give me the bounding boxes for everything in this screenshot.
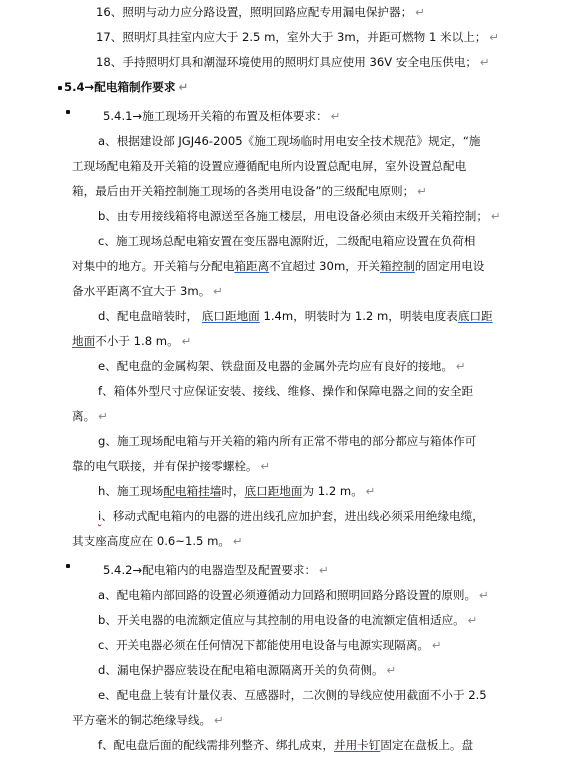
subsection-title-5-4-1: 5.4.1→施工现场开关箱的布置及柜体要求： ↵ [103,109,341,123]
paragraph-mark: ↵ [415,5,425,19]
list-bullet [58,86,62,90]
para-c-line2: 对集中的地方。开关箱与分配电箱距离不宜超过 30m，开关箱控制的固定用电设 [72,259,485,273]
paragraph-mark: ↵ [330,109,341,123]
paragraph-mark: ↵ [181,334,192,348]
req-b: b、开关电器的电流额定值应与其控制的用电设备的电流额定值相适应。 ↵ [98,613,478,627]
paragraph-mark: ↵ [233,534,243,548]
section-heading: 5.4→配电箱制作要求 ↵ [64,80,189,94]
underlined-term: 箱距离 [234,259,270,273]
subsection-title-5-4-2: 5.4.2→配电箱内的电器造型及配置要求： ↵ [103,563,329,577]
paragraph-mark: ↵ [480,55,490,69]
paragraph-mark: ↵ [260,459,271,473]
para-g-line1: g、施工现场配电箱与开关箱的箱内所有正常不带电的部分都应与箱体作可 [98,434,477,448]
paragraph-mark: ↵ [98,409,108,423]
para-d-line2: 地面不小于 1.8 m。 ↵ [72,334,192,348]
para-e: e、配电盘的金属构架、铁盘面及电器的金属外壳均应有良好的接地。 ↵ [98,359,466,373]
para-a-line3: 箱，最后由开关箱控制施工现场的各类用电设备”的三级配电原则； ↵ [72,184,427,198]
para-g-line2: 靠的电气联接，并有保护接零螺栓。 ↵ [72,459,271,473]
para-c-line1: c、施工现场总配电箱安置在变压器电源附近，二级配电箱应设置在负荷相 [98,234,476,248]
underlined-term: 箱控制 [380,259,415,273]
underlined-term: 底口距 [457,309,493,323]
para-f-line1: f、箱体外型尺寸应保证安装、接线、维修、操作和保障电器之间的安全距 [98,384,474,398]
spellcheck-flag: i [98,509,102,523]
req-a: a、配电箱内部回路的设置必须遵循动力回路和照明回路分路设置的原则。 ↵ [98,588,489,602]
paragraph-mark: ↵ [214,713,224,727]
underlined-term: 并用卡钉 [333,738,381,752]
req-f-line1: f、配电盘后面的配线需排列整齐、绑扎成束，并用卡钉固定在盘板上。盘 [98,738,474,752]
paragraph-mark: ↵ [467,613,478,627]
paragraph-mark: ↵ [213,284,224,298]
paragraph-mark: ↵ [479,588,489,602]
req-c: c、开关电器必须在任何情况下都能使用电设备与电源实现隔离。 ↵ [98,638,442,652]
para-c-line3: 备水平距离不宜大于 3m。 ↵ [72,284,224,298]
paragraph-mark: ↵ [489,30,500,44]
underlined-term: 配电箱挂墙 [163,484,222,498]
para-i-line2: 其支座高度应在 0.6~1.5 m。 ↵ [72,534,243,548]
underlined-term: 底口距地面 [201,309,260,323]
paragraph-mark: ↵ [432,638,442,652]
req-d: d、漏电保护器应装设在配电箱电源隔离开关的负荷侧。 ↵ [98,663,397,677]
paragraph-mark: ↵ [417,184,427,198]
paragraph-mark: ↵ [319,563,329,577]
paragraph-mark: ↵ [365,484,376,498]
paragraph-mark: ↵ [455,359,466,373]
item-16: 16、照明与动力应分路设置，照明回路应配专用漏电保护器； ↵ [96,5,425,19]
item-17: 17、照明灯具挂室内应大于 2.5 m，室外大于 3m，并距可燃物 1 米以上； ↵ [96,30,500,44]
req-e-line2: 平方毫米的铜芯绝缘导线。 ↵ [72,713,224,727]
para-a-line1: a、根据建设部 JGJ46-2005《施工现场临时用电安全技术规范》规定，“施 [98,134,481,148]
underlined-term: 地面 [72,334,96,348]
list-bullet [66,564,70,568]
para-a-line2: 工现场配电箱及开关箱的设置应遵循配电所内设置总配电屏，室外设置总配电 [72,159,467,173]
item-18: 18、手持照明灯具和潮湿环境使用的照明灯具应使用 36V 安全电压供电； ↵ [96,55,490,69]
para-d-line1: d、配电盘暗装时， 底口距地面 1.4m，明装时为 1.2 m，明装电度表底口距 [98,309,493,323]
paragraph-mark: ↵ [386,663,397,677]
req-e-line1: e、配电盘上装有计量仪表、互感器时，二次侧的导线应使用截面不小于 2.5 [98,688,487,702]
para-i-line1: i、移动式配电箱内的电器的进出线孔应加护套，进出线必须采用绝缘电缆， [98,509,484,523]
paragraph-mark: ↵ [178,80,189,94]
paragraph-mark: ↵ [490,209,501,223]
para-b: b、由专用接线箱将电源送至各施工楼层，用电设备必须由末级开关箱控制； ↵ [98,209,501,223]
list-bullet [66,110,70,114]
para-h: h、施工现场配电箱挂墙时，底口距地面为 1.2 m。 ↵ [98,484,376,498]
para-f-line2: 离。 ↵ [72,409,108,423]
underlined-term: 底口距地面 [244,484,303,498]
